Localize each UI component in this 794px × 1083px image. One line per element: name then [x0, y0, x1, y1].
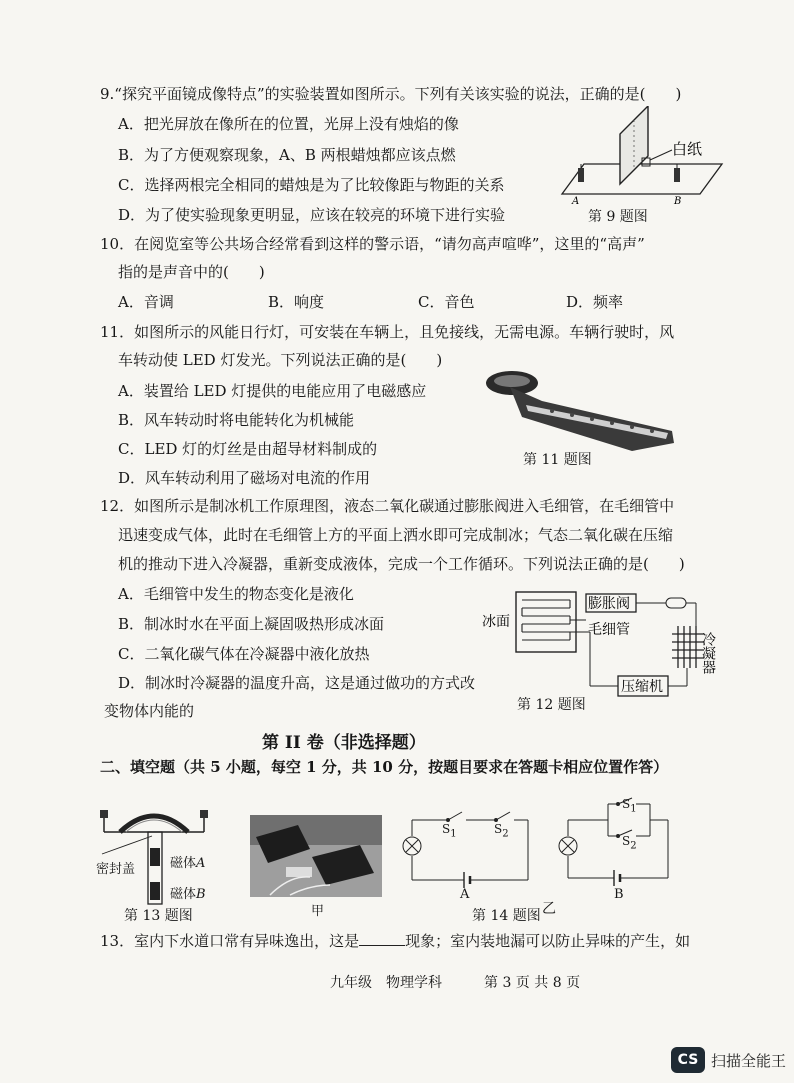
q12-figure [482, 586, 722, 698]
q11-option-b: B．风车转动时将电能转化为机械能 [118, 411, 355, 429]
q10-option-b: B．响度 [268, 293, 325, 311]
q12-capillary-label: 毛细管 [588, 622, 630, 638]
q14-photo [250, 815, 382, 897]
q12-option-c: C．二氧化碳气体在冷凝器中液化放热 [118, 645, 370, 663]
q13-line: 13．室内下水道口常有异味逸出，这是 现象；室内装地漏可以防止异味的产生，如 [100, 932, 691, 950]
q12-valve-label: 膨胀阀 [588, 596, 630, 612]
watermark-text: 扫描全能王 [710, 1051, 786, 1070]
q12-option-d: D．制冰时冷凝器的温度升高，这是通过做功的方式改 [118, 674, 476, 692]
q12-line1: 12．如图所示是制冰机工作原理图，液态二氧化碳通过膨胀阀进入毛细管，在毛细管中 [100, 497, 675, 515]
q10-option-a: A．音调 [118, 293, 174, 311]
q11-line1: 11．如图所示的风能日行灯，可安装在车辆上，且免接线，无需电源。车辆行驶时，风 [100, 323, 675, 341]
q12-caption: 第 12 题图 [517, 697, 586, 713]
q9-point-a: A [572, 196, 580, 206]
q9-option-c: C．选择两根完全相同的蜡烛是为了比较像距与物距的关系 [118, 176, 505, 194]
q13-seal-label: 密封盖 [96, 862, 136, 877]
q12-condenser-label: 冷凝器 [700, 632, 716, 674]
q11-option-a: A．装置给 LED 灯提供的电能应用了电磁感应 [118, 382, 427, 400]
q9-point-b: B [674, 196, 682, 206]
q11-line2: 车转动使 LED 灯发光。下列说法正确的是( ) [118, 351, 443, 369]
q10-line2: 指的是声音中的( ) [118, 263, 265, 281]
q13-answer-blank [359, 931, 405, 946]
q11-option-c: C．LED 灯的灯丝是由超导材料制成的 [118, 440, 378, 458]
q9-figure [550, 106, 725, 206]
q14-b-label: B [614, 887, 624, 902]
q12-compressor-label: 压缩机 [621, 679, 663, 695]
q14-a-s1: $S_1$ [442, 822, 457, 840]
q13-figure [96, 800, 226, 906]
q9-option-d: D．为了使实验现象更明显，应该在较亮的环境下进行实验 [118, 206, 506, 224]
camscanner-logo-icon: CS [671, 1047, 705, 1073]
q14-circuit-b [556, 796, 676, 892]
q10-line1: 10．在阅览室等公共场合经常看到这样的警示语，“请勿高声喧哗”，这里的“高声” [100, 235, 645, 253]
q9-option-b: B．为了方便观察现象，A、B 两根蜡烛都应该点燃 [118, 146, 456, 164]
q11-caption: 第 11 题图 [523, 452, 592, 468]
scanner-watermark [671, 1047, 786, 1073]
q12-line3: 机的推动下进入冷凝器，重新变成液体，完成一个工作循环。下列说法正确的是( ) [118, 555, 685, 573]
q9-caption: 第 9 题图 [588, 209, 648, 225]
q12-option-b: B．制冰时水在平面上凝固吸热形成冰面 [118, 615, 385, 633]
q12-line2: 迅速变成气体，此时在毛细管上方的平面上洒水即可完成制冰；气态二氧化碳在压缩 [118, 526, 674, 544]
q13-caption: 第 13 题图 [124, 908, 193, 924]
q13-magnet-a: 磁体A [170, 856, 206, 871]
q14-b-s2: $S_2$ [622, 834, 637, 852]
q14-b-s1: $S_1$ [622, 797, 637, 815]
q9-option-a: A．把光屏放在像所在的位置，光屏上没有烛焰的像 [118, 115, 459, 133]
section-title: 第 II 卷（非选择题） [262, 733, 426, 753]
page-footer: 九年级 物理学科 第 3 页 共 8 页 [330, 975, 581, 991]
q13-magnet-b: 磁体B [170, 887, 206, 902]
q10-option-d: D．频率 [566, 293, 624, 311]
q12-option-a: A．毛细管中发生的物态变化是液化 [118, 585, 354, 603]
q12-option-d-cont: 变物体内能的 [104, 702, 195, 720]
q10-option-c: C．音色 [418, 293, 475, 311]
q12-ice-label: 冰面 [482, 614, 510, 630]
q14-a-s2: $S_2$ [494, 822, 509, 840]
q14-yi-label: 乙 [542, 901, 556, 917]
q14-caption: 第 14 题图 [472, 908, 541, 924]
section-heading: 二、填空题（共 5 小题，每空 1 分，共 10 分，按题目要求在答题卡相应位置作答） [100, 758, 669, 776]
q14-photo-label: 甲 [311, 904, 325, 919]
q9-paper-label: 白纸 [672, 140, 703, 158]
q9-stem: 9.“探究平面镜成像特点”的实验装置如图所示。下列有关该实验的说法，正确的是( ) [100, 85, 682, 103]
q14-a-label: A [460, 887, 470, 902]
q11-figure [482, 365, 682, 460]
q11-option-d: D．风车转动利用了磁场对电流的作用 [118, 469, 371, 487]
